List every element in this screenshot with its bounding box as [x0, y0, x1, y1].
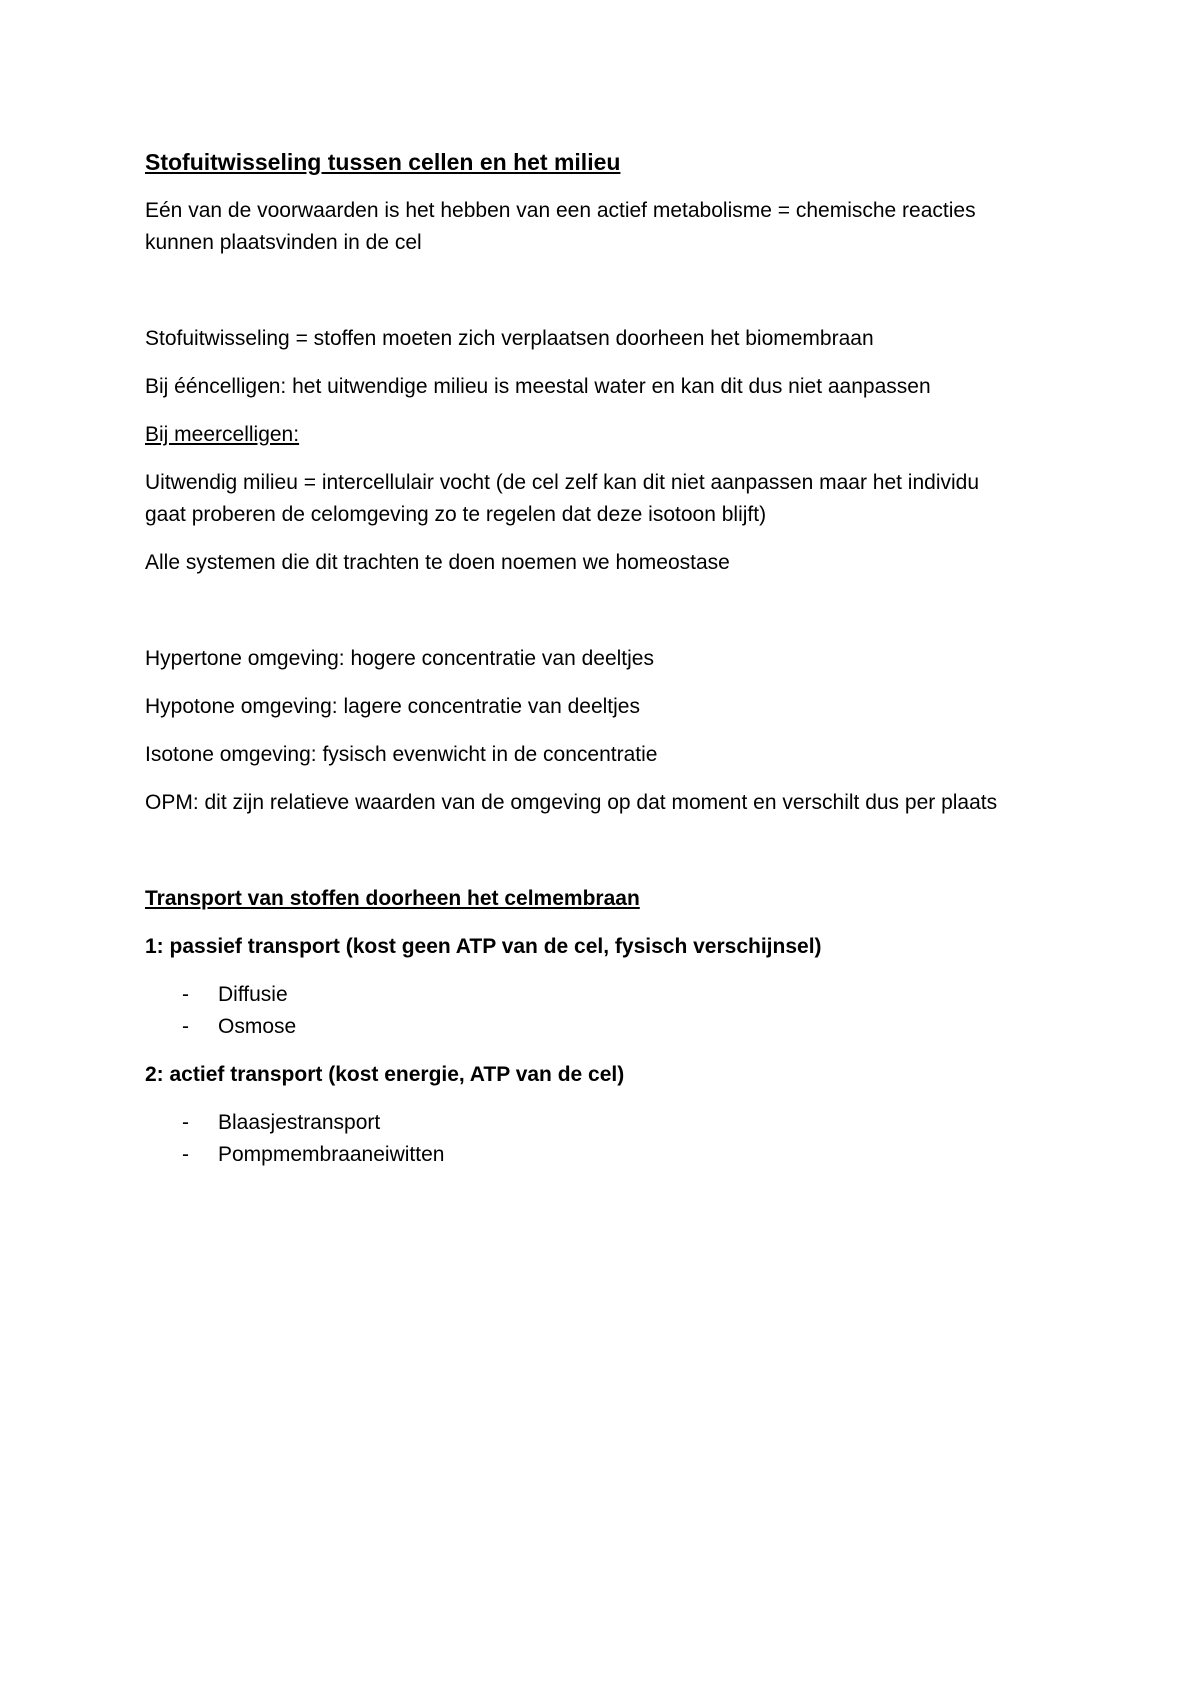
- paragraph-uitwendig-line-2: gaat proberen de celomgeving zo te regelen dat deze isotoon blijft): [145, 503, 767, 526]
- subtitle-transport: Transport van stoffen doorheen het celmembraan: [145, 887, 640, 910]
- bullet-marker: -: [182, 983, 189, 1006]
- paragraph-eencelligen: Bij ééncelligen: het uitwendige milieu is meestal water en kan dit dus niet aanpassen: [145, 375, 931, 398]
- list-item: [182, 1011, 296, 1043]
- paragraph-hypertone: Hypertone omgeving: hogere concentratie van deeltjes: [145, 647, 654, 670]
- paragraph-opm: OPM: dit zijn relatieve waarden van de omgeving op dat moment en verschilt dus per plaats: [145, 791, 998, 814]
- list-item: [182, 979, 288, 1011]
- paragraph-isotone: Isotone omgeving: fysisch evenwicht in de concentratie: [145, 743, 658, 766]
- document-title: Stofuitwisseling tussen cellen en het milieu: [145, 149, 621, 175]
- heading-actief-transport: 2: actief transport (kost energie, ATP van de cel): [145, 1063, 625, 1086]
- intro-line-1: Eén van de voorwaarden is het hebben van een actief metabolisme = chemische reacties: [145, 199, 976, 222]
- bullet-marker: -: [182, 1111, 189, 1134]
- heading-passief-transport: 1: passief transport (kost geen ATP van de cel, fysisch verschijnsel): [145, 935, 822, 958]
- list-item: [182, 1139, 444, 1171]
- paragraph-homeostase: Alle systemen die dit trachten te doen noemen we homeostase: [145, 551, 730, 574]
- list-item-label: Blaasjestransport: [218, 1111, 381, 1134]
- list-item: [182, 1107, 380, 1139]
- heading-meercelligen: Bij meercelligen:: [145, 423, 300, 446]
- list-item-label: Osmose: [218, 1015, 297, 1038]
- bullet-marker: -: [182, 1143, 189, 1166]
- paragraph-hypotone: Hypotone omgeving: lagere concentratie van deeltjes: [145, 695, 640, 718]
- paragraph-uitwendig-line-1: Uitwendig milieu = intercellulair vocht (de cel zelf kan dit niet aanpassen maar het individu: [145, 471, 980, 494]
- list-item-label: Diffusie: [218, 983, 288, 1006]
- paragraph-stofuitwisseling: Stofuitwisseling = stoffen moeten zich verplaatsen doorheen het biomembraan: [145, 327, 874, 350]
- bullet-marker: -: [182, 1015, 189, 1038]
- intro-line-2: kunnen plaatsvinden in de cel: [145, 231, 422, 254]
- list-item-label: Pompmembraaneiwitten: [218, 1143, 445, 1166]
